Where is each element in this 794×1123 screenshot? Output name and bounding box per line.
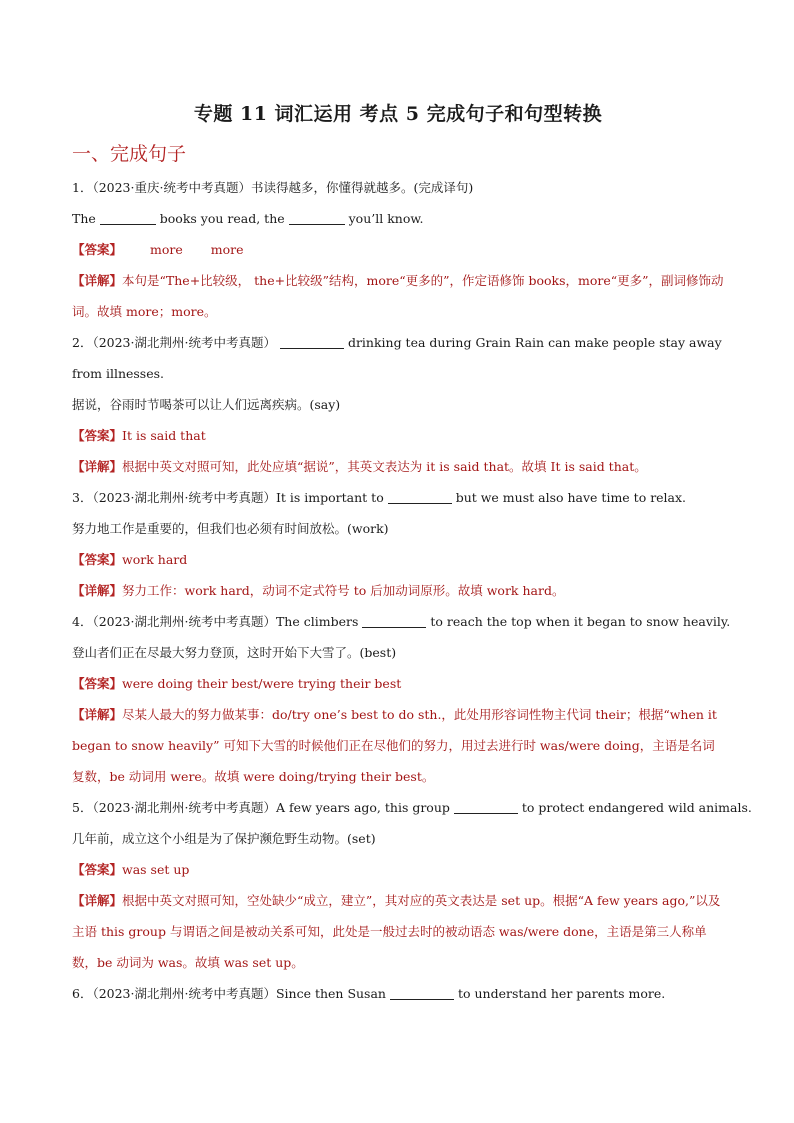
answer-label: 【答案】 [72, 862, 123, 877]
question-prompt: 书读得越多，你懂得就越多。(完成译句) [250, 180, 474, 195]
question-1-sentence [72, 203, 724, 234]
detail-text: 尽某人最大的努力做某事：do/try one’s best to do sth.，此处用形容词性物主代词 their；根据“when it began to snow heavily” 可知下大雪的时候他们正在尽他们的努力，用过去进行时 was/were doing，主语是名词复数，be 动词用 were。故填 were doing/trying their best。 [72, 707, 717, 784]
sentence-text: Since then Susan [275, 986, 386, 1001]
question-source: （2023·湖北荆州·统考中考真题） [92, 800, 276, 815]
question-5 [72, 792, 752, 823]
question-number: 6． [72, 986, 93, 1001]
answer-text: was set up [122, 862, 190, 877]
question-source: （2023·重庆·统考中考真题） [92, 180, 251, 195]
sentence-text: but we must also have time to relax. [455, 490, 687, 505]
detail-label: 【详解】 [72, 893, 123, 908]
question-source: （2023·湖北荆州·统考中考真题） [92, 614, 276, 629]
sentence-text: to protect endangered wild animals. [521, 800, 752, 815]
answer-text: more [210, 242, 244, 257]
detail-text: 努力工作：work hard，动词不定式符号 to 后加动词原形。故填 work hard。 [122, 583, 565, 598]
question-5-answer [72, 854, 724, 885]
question-2-chinese: 据说，谷雨时节喝茶可以让人们远离疾病。(say) [72, 397, 341, 412]
question-3-answer [72, 544, 724, 575]
question-number: 5． [72, 800, 93, 815]
answer-blank [390, 985, 454, 1000]
sentence-text: you’ll know. [348, 211, 424, 226]
question-4 [72, 606, 731, 637]
sentence-text: It is important to [275, 490, 384, 505]
document-page [72, 100, 752, 1009]
detail-label: 【详解】 [72, 459, 123, 474]
sentence-text: A few years ago, this group [275, 800, 450, 815]
question-source: （2023·湖北荆州·统考中考真题） [92, 335, 276, 350]
answer-label: 【答案】 [72, 552, 123, 567]
detail-text: 根据中英文对照可知，此处应填“据说”，其英文表达为 it is said that。故填 It is said that。 [122, 459, 647, 474]
detail-text: 根据中英文对照可知，空处缺少“成立，建立”，其对应的英文表达是 set up。根据“A few years ago,”以及主语 this group 与谓语之间是被动关系可知，此处是一般过去时的被动语态 was/were done，主语是第三人称单数，be 动词为 was。故填 was set up。 [72, 893, 721, 970]
question-3 [72, 482, 724, 513]
question-number: 3． [72, 490, 93, 505]
answer-label: 【答案】 [72, 428, 123, 443]
answer-blank [388, 489, 452, 504]
section-heading: 一、完成句子 [72, 143, 187, 165]
sentence-text: to reach the top when it began to snow heavily. [430, 614, 731, 629]
detail-label: 【详解】 [72, 273, 123, 288]
answer-text: more [150, 242, 183, 257]
detail-label: 【详解】 [72, 583, 123, 598]
sentence-text: books you read, the [159, 211, 285, 226]
answer-label: 【答案】 [72, 676, 123, 691]
question-2-detail [72, 451, 724, 482]
answer-blank [100, 210, 156, 225]
question-3-chinese: 努力地工作是重要的，但我们也必须有时间放松。(work) [72, 521, 389, 536]
question-4-answer [72, 668, 724, 699]
answer-blank [280, 334, 344, 349]
answer-blank [289, 210, 345, 225]
question-1 [72, 172, 724, 203]
question-number: 4． [72, 614, 93, 629]
answer-text: were doing their best/were trying their best [122, 676, 402, 691]
sentence-text: to understand her parents more. [457, 986, 666, 1001]
question-source: （2023·湖北荆州·统考中考真题） [92, 490, 276, 505]
sentence-text: drinking tea during Grain Rain can make people stay away from illnesses. [72, 335, 722, 381]
answer-blank [362, 613, 426, 628]
sentence-text: The [72, 211, 96, 226]
question-4-detail [72, 699, 724, 792]
question-number: 1． [72, 180, 93, 195]
question-5-detail [72, 885, 724, 978]
answer-blank [454, 799, 518, 814]
page-title: 专题 11 词汇运用 考点 5 完成句子和句型转换 [193, 103, 603, 125]
answer-text: work hard [122, 552, 188, 567]
detail-label: 【详解】 [72, 707, 123, 722]
question-4-chinese: 登山者们正在尽最大努力登顶，这时开始下大雪了。(best) [72, 645, 397, 660]
sentence-text: The climbers [275, 614, 359, 629]
question-2-answer [72, 420, 724, 451]
question-5-chinese: 几年前，成立这个小组是为了保护濒危野生动物。(set) [72, 831, 376, 846]
answer-label: 【答案】 [72, 242, 123, 257]
question-number: 2． [72, 335, 93, 350]
question-1-answer [72, 234, 724, 265]
question-3-detail [72, 575, 724, 606]
question-source: （2023·湖北荆州·统考中考真题） [92, 986, 276, 1001]
question-2 [72, 327, 724, 389]
question-1-detail [72, 265, 724, 327]
detail-text: 本句是“The+比较级， the+比较级”结构，more“更多的”，作定语修饰 books，more“更多”，副词修饰动词。故填 more；more。 [72, 273, 724, 319]
question-6 [72, 978, 724, 1009]
answer-text: It is said that [122, 428, 206, 443]
